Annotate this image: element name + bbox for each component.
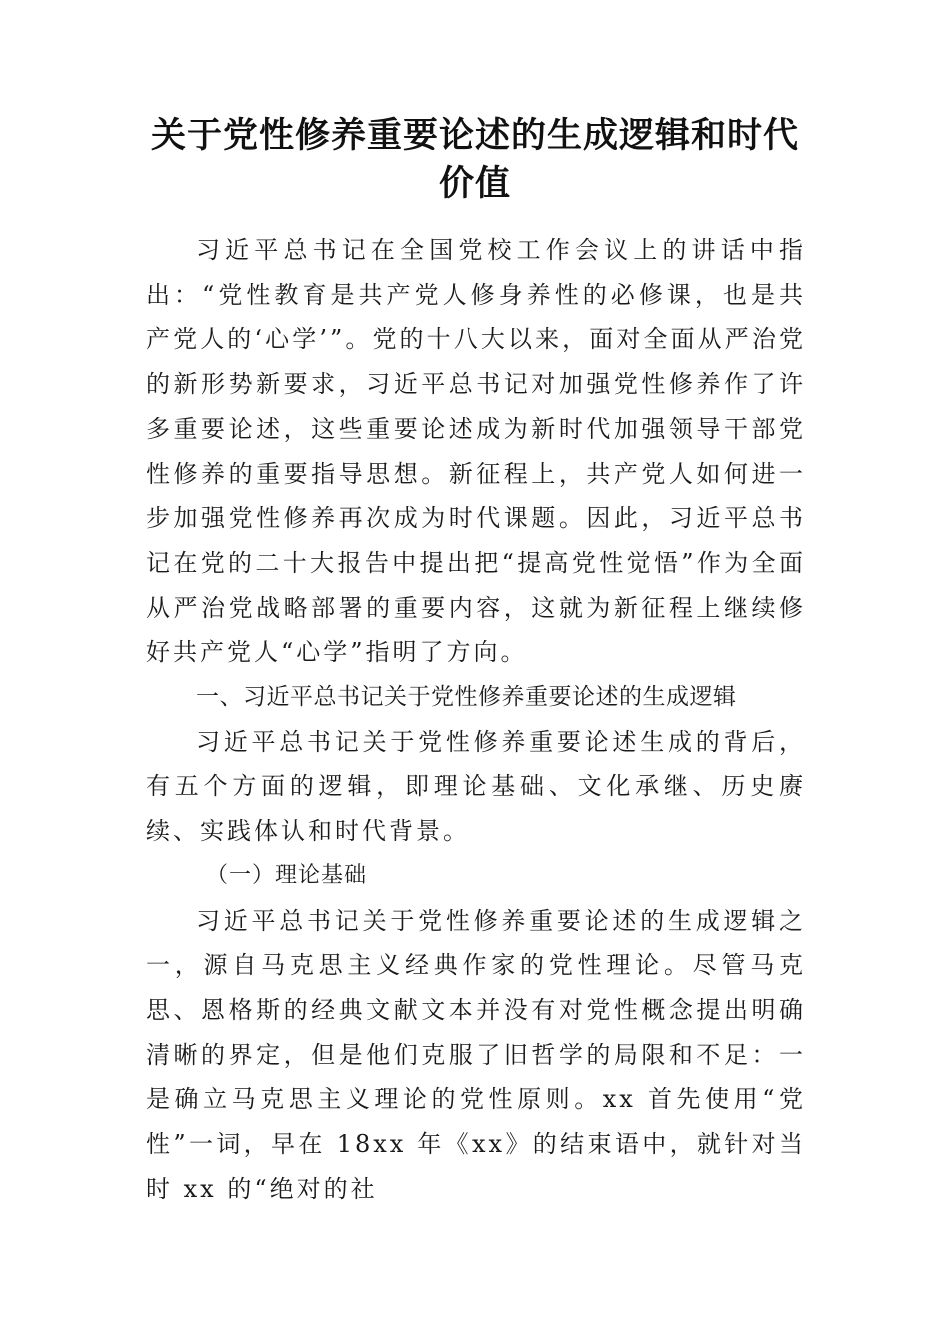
title-line-2: 价值 (438, 164, 511, 204)
theory-basis-paragraph: 习近平总书记关于党性修养重要论述的生成逻辑之一，源自马克思主义经典作家的党性理论。尽管马克思、恩格斯的经典文献文本并没有对党性概念提出明确清晰的界定，但是他们克服了旧哲学的局限和不足：一是确立马克思主义理论的党性原则。xx 首先使用“党性”一词，早在 18xx 年《xx》的结束语中，就针对当时 xx 的“绝对的社 (146, 906, 806, 1203)
intro-paragraph: 习近平总书记在全国党校工作会议上的讲话中指出：“党性教育是共产党人修身养性的必修课，也是共产党人的‘心学’”。党的十八大以来，面对全面从严治党的新形势新要求，习近平总书记对加强党性修养作了许多重要论述，这些重要论述成为新时代加强领导干部党性修养的重要指导思想。新征程上，共产党人如何进一步加强党性修养再次成为时代课题。因此，习近平总书记在党的二十大报告中提出把“提高党性觉悟”作为全面从严治党战略部署的重要内容，这就为新征程上继续修好共产党人“心学”指明了方向。 (146, 236, 806, 667)
document-title (140, 112, 810, 208)
section-1-intro-paragraph: 习近平总书记关于党性修养重要论述生成的背后，有五个方面的逻辑，即理论基础、文化承继、历史赓续、实践体认和时代背景。 (146, 727, 806, 846)
subsection-heading-theory-basis: （一）理论基础 (206, 862, 368, 888)
title-line-1: 关于党性修养重要论述的生成逻辑和时代 (150, 116, 799, 156)
section-heading-1: 一、习近平总书记关于党性修养重要论述的生成逻辑 (196, 684, 737, 711)
document-body (146, 228, 806, 1211)
